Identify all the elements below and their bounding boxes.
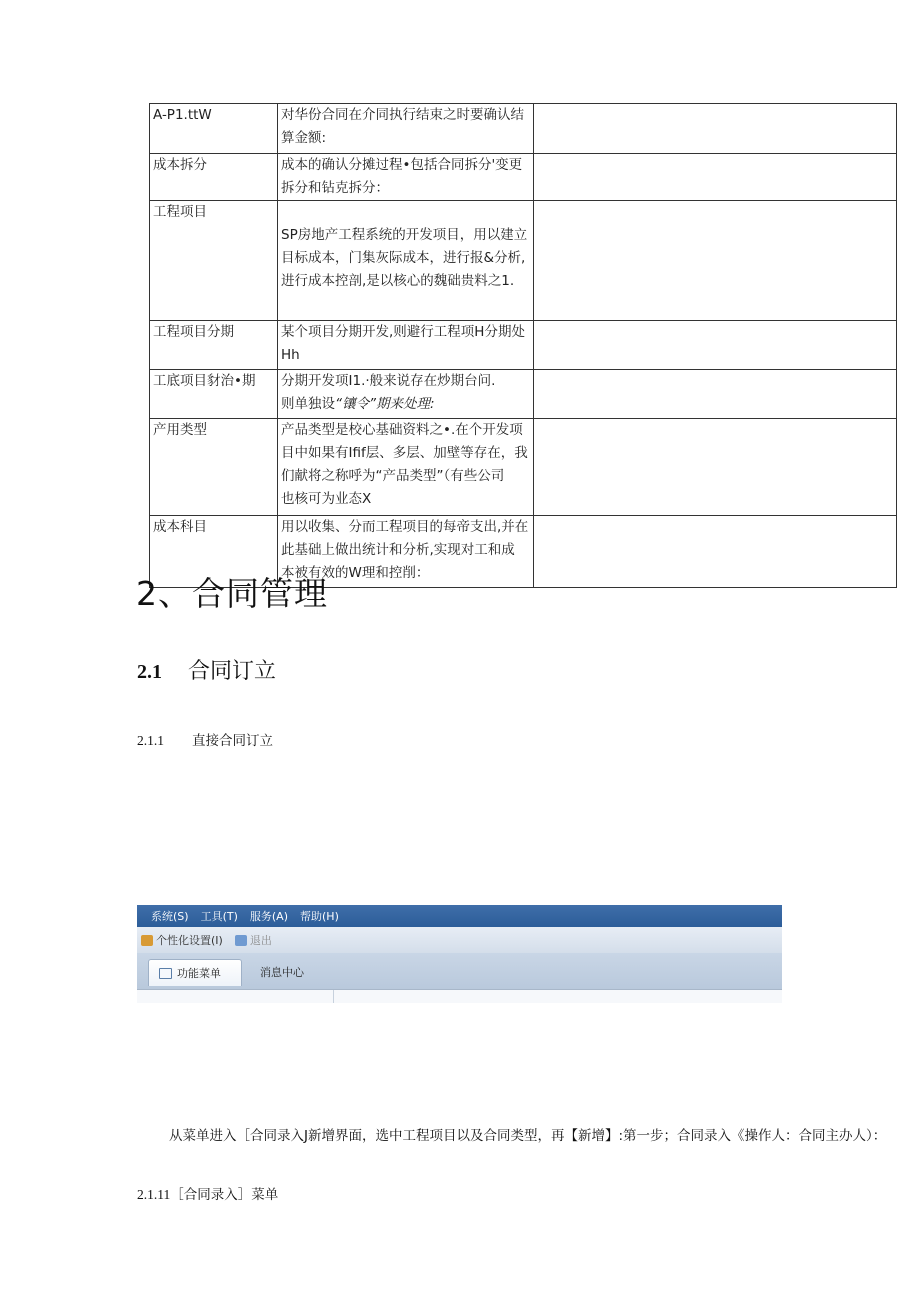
note-cell [534,201,897,321]
subsection-number: 2.1 [137,661,162,683]
table-row [150,201,897,321]
definition-cell: 成本的确认分摊过程•包括合同拆分'变更 拆分和钻克拆分： [278,154,534,201]
menu-item-help[interactable]: 帮助(H) [300,910,339,923]
definition-text: 分期开发项I1.·般来说存在炒期台问. 则单独设 [281,373,496,412]
table-row [150,370,897,419]
toolbar [137,927,782,953]
tab-function-menu[interactable] [148,959,242,986]
term-cell: 工程项目分期 [150,321,278,370]
table-row [150,154,897,201]
menu-item-service[interactable]: 服务(A) [249,910,288,923]
definition-cell [278,370,534,419]
tab-label: 功能菜单 [177,967,221,980]
note-cell [534,104,897,154]
tab-label: 消息中心 [260,966,304,979]
note-cell [534,370,897,419]
personal-settings-button[interactable] [141,932,223,948]
app-screenshot [137,905,782,1003]
menu-bar [137,905,782,927]
panel-divider [333,990,334,1003]
term-cell: 成本拆分 [150,154,278,201]
subsubsubsection-number: 2.1.11 [137,1187,171,1202]
term-cell: 工底项目豺治•期 [150,370,278,419]
note-cell [534,419,897,516]
definition-italic-text: “镶令”期来处理: [335,396,435,412]
definition-cell: 用以收集、分而工程项目的每帝支出,并在 此基础上做出统计和分析,实现对工和成 本被有效的W理和控削： [278,516,534,588]
table-row [150,104,897,154]
definition-cell: 某个项目分期开发,则避行工程项H分期处 Hh [278,321,534,370]
menu-item-tools[interactable]: 工具(T) [200,910,238,923]
definition-cell: SP房地产工程系统的开发项目，用以建立 目标成本，门集灰际成本，进行报&分析, 进行成本控剖,是以核心的魏础贵料之1. [278,201,534,321]
table-row [150,321,897,370]
subsection-title: 合同订立 [188,659,277,684]
body-paragraph: 从菜单进入［合同录入J新增界面，选中工程项目以及合同类型，再【新增】:第一步；合同录入《操作人：合同主办人）： [169,1128,887,1144]
subsubsection-number: 2.1.1 [137,733,164,748]
glossary-table [149,103,897,588]
personal-settings-label: 个性化设置(I) [156,934,223,947]
settings-icon [141,935,153,946]
menu-icon [159,968,172,979]
menu-item-system[interactable]: 系统(S) [151,910,189,923]
subsubsection-title: 直接合同订立 [192,733,273,749]
exit-label: 退出 [249,934,272,947]
exit-button[interactable] [235,932,272,948]
note-cell [534,516,897,588]
content-panel [137,990,782,1003]
subsection-heading [137,654,276,685]
subsubsubsection-heading [137,1183,278,1203]
term-cell: 工程项目 [150,201,278,321]
term-cell: 产用类型 [150,419,278,516]
tab-message-center[interactable] [250,959,314,985]
exit-icon [235,935,247,946]
subsubsection-heading [137,729,273,749]
section-heading: 2、合同管理 [136,574,328,613]
term-cell: A-P1.ttW [150,104,278,154]
term-cell: 成本科目 [150,516,278,588]
tab-bar [137,953,782,990]
note-cell [534,154,897,201]
definition-cell: 产品类型是校心基础资料之•.在个开发项 目中如果有Ifif层、多层、加壁等存在，我 们献将之称呼为“产品类型”（有些公司 也核可为业态X [278,419,534,516]
definition-cell: 对华份合同在介同执行结束之时要确认结 算金额: [278,104,534,154]
subsubsubsection-title: ［合同录入］菜单 [170,1187,279,1203]
note-cell [534,321,897,370]
table-row [150,419,897,516]
